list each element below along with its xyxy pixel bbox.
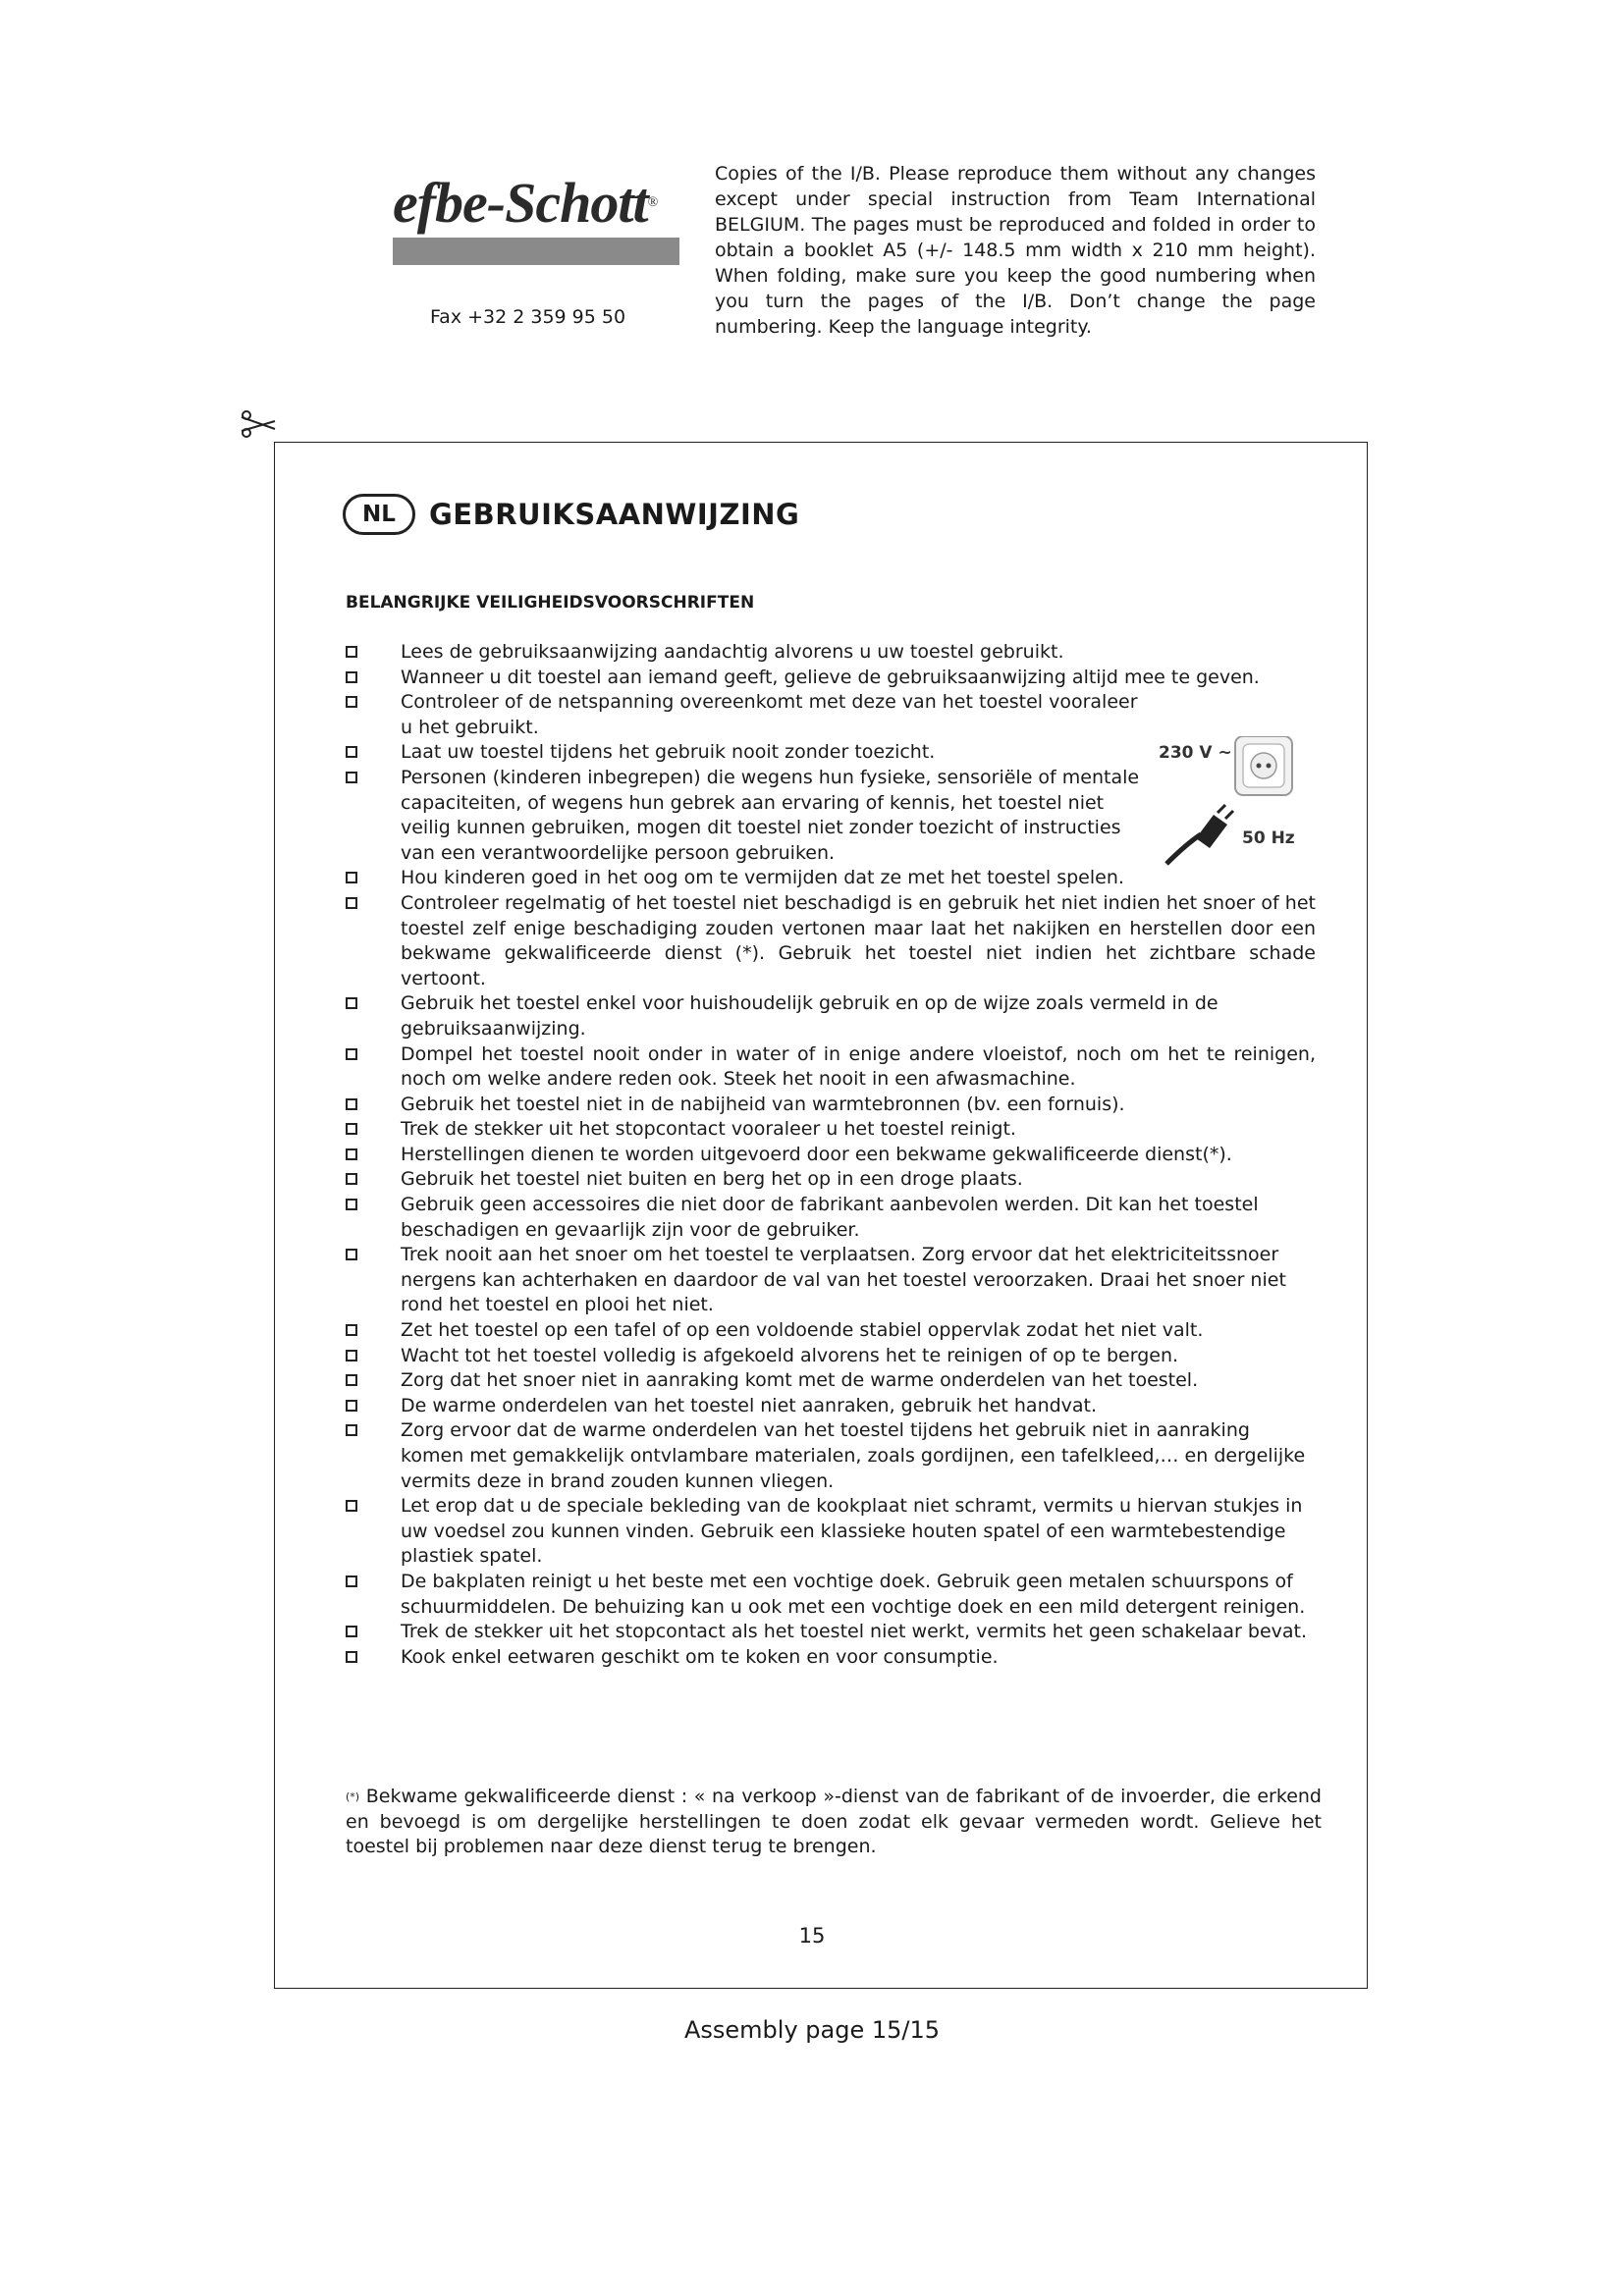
list-item: Gebruik het toestel niet buiten en berg het op in een droge plaats.	[346, 1167, 1316, 1193]
checkbox-bullet-icon	[346, 1324, 357, 1336]
scissors-icon	[240, 409, 279, 439]
list-item: Lees de gebruiksaanwijzing aandachtig alvorens u uw toestel gebruikt.	[346, 640, 1316, 666]
list-item: Zet het toestel op een tafel of op een voldoende stabiel oppervlak zodat het niet valt.	[346, 1318, 1316, 1344]
checkbox-bullet-icon	[346, 1098, 357, 1110]
list-item: De bakplaten reinigt u het beste met een vochtige doek. Gebruik geen metalen schuurspons of schuurmiddelen. De behuizing kan u ook met een vochtige doek en een mild detergent reinigen.	[346, 1570, 1316, 1620]
list-item: Zorg dat het snoer niet in aanraking komt met de warme onderdelen van het toestel.	[346, 1368, 1316, 1394]
list-item: Trek de stekker uit het stopcontact vooraleer u het toestel reinigt.	[346, 1117, 1316, 1143]
list-item: Personen (kinderen inbegrepen) die wegens hun fysieke, sensoriële of mentale capaciteiten, of wegens hun gebrek aan ervaring of kennis, het toestel niet veilig kunnen gebruiken, mogen dit toestel niet zonder toezicht of instructies van een verantwoordelijke persoon gebruiken.	[346, 766, 1316, 866]
checkbox-bullet-icon	[346, 1374, 357, 1386]
list-item: Wanneer u dit toestel aan iemand geeft, gelieve de gebruiksaanwijzing altijd mee te geven.	[346, 666, 1316, 691]
frequency-label: 50 Hz	[1242, 828, 1295, 848]
page-title: GEBRUIKSAANWIJZING	[429, 498, 800, 531]
footnote-mark: (*)	[346, 1790, 360, 1803]
checkbox-bullet-icon	[346, 1148, 357, 1160]
footnote-text: Bekwame gekwalificeerde dienst : « na verkoop »-dienst van de fabrikant of de invoerder, die erkend en bevoegd is om dergelijke herstellingen te doen zodat elk gevaar vermeden wordt. Gelieve het toestel bij problemen naar deze dienst terug te brengen.	[346, 1786, 1322, 1858]
checkbox-bullet-icon	[346, 897, 357, 909]
registered-mark: ®	[647, 195, 658, 210]
list-item: Trek nooit aan het snoer om het toestel te verplaatsen. Zorg ervoor dat het elektriciteitssnoer nergens kan achterhaken en daardoor de val van het toestel veroorzaken. Draai het snoer niet rond het toestel en plooi het niet.	[346, 1243, 1316, 1318]
checkbox-bullet-icon	[346, 1249, 357, 1260]
list-item: Let erop dat u de speciale bekleding van de kookplaat niet schramt, vermits u hiervan stukjes in uw voedsel zou kunnen vinden. Gebruik een klassieke houten spatel of een warmtebestendige plastiek spatel.	[346, 1494, 1316, 1570]
checkbox-bullet-icon	[346, 1651, 357, 1663]
page-number: 15	[798, 1924, 826, 1948]
list-item: Wacht tot het toestel volledig is afgekoeld alvorens het te reinigen of op te bergen.	[346, 1344, 1316, 1369]
checkbox-bullet-icon	[346, 1123, 357, 1135]
list-item: Trek de stekker uit het stopcontact als het toestel niet werkt, vermits het geen schakelaar bevat.	[346, 1620, 1316, 1645]
language-badge: NL	[343, 494, 415, 535]
checkbox-bullet-icon	[346, 1350, 357, 1362]
checkbox-bullet-icon	[346, 1500, 357, 1512]
brand-logo	[393, 171, 687, 265]
checkbox-bullet-icon	[346, 671, 357, 683]
list-item: Gebruik het toestel enkel voor huishoudelijk gebruik en op de wijze zoals vermeld in de gebruiksaanwijzing.	[346, 991, 1316, 1041]
checkbox-bullet-icon	[346, 696, 357, 708]
fax-number: Fax +32 2 359 95 50	[430, 306, 626, 328]
checkbox-bullet-icon	[346, 1048, 357, 1060]
list-item: De warme onderdelen van het toestel niet aanraken, gebruik het handvat.	[346, 1394, 1316, 1419]
list-item: Herstellingen dienen te worden uitgevoerd door een bekwame gekwalificeerde dienst(*).	[346, 1143, 1316, 1168]
language-title	[343, 494, 799, 535]
list-item: Hou kinderen goed in het oog om te vermijden dat ze met het toestel spelen.	[346, 866, 1316, 891]
list-item: Controleer of de netspanning overeenkomt met deze van het toestel vooraleer u het gebruikt.	[346, 690, 1316, 740]
section-title: BELANGRIJKE VEILIGHEIDSVOORSCHRIFTEN	[346, 593, 755, 613]
checkbox-bullet-icon	[346, 1400, 357, 1412]
logo-bar	[393, 238, 679, 265]
assembly-page-label: Assembly page 15/15	[683, 2016, 941, 2044]
list-item: Kook enkel eetwaren geschikt om te koken en voor consumptie.	[346, 1645, 1316, 1671]
voltage-label: 230 V ~	[1159, 743, 1232, 763]
checkbox-bullet-icon	[346, 872, 357, 883]
footnote	[346, 1785, 1322, 1860]
list-item: Controleer regelmatig of het toestel niet beschadigd is en gebruik het niet indien het snoer of het toestel zelf enige beschadiging zouden vertonen maar laat het nakijken en herstellen door een bekwame gekwalificeerde dienst (*). Gebruik het toestel niet indien het zichtbare schade vertoont.	[346, 891, 1316, 991]
safety-rules-list	[346, 640, 1316, 1670]
checkbox-bullet-icon	[346, 1199, 357, 1210]
checkbox-bullet-icon	[346, 1424, 357, 1436]
checkbox-bullet-icon	[346, 772, 357, 783]
checkbox-bullet-icon	[346, 646, 357, 658]
list-item: Dompel het toestel nooit onder in water of in enige andere vloeistof, noch om het te reinigen, noch om welke andere reden ook. Steek het nooit in een afwasmachine.	[346, 1042, 1316, 1093]
checkbox-bullet-icon	[346, 1626, 357, 1637]
list-item: Laat uw toestel tijdens het gebruik nooit zonder toezicht.	[346, 740, 1316, 766]
copies-notice: Copies of the I/B. Please reproduce them without any changes except under special instruction from Team International BELGIUM. The pages must be reproduced and folded in order to obtain a booklet A5 (+/- 148.5 mm width x 210 mm height). When folding, make sure you keep the good numbering when you turn the pages of the I/B. Don’t change the page numbering. Keep the language integrity.	[715, 163, 1316, 338]
brand-name: efbe-Schott	[393, 171, 648, 235]
checkbox-bullet-icon	[346, 997, 357, 1009]
list-item: Gebruik het toestel niet in de nabijheid van warmtebronnen (bv. een fornuis).	[346, 1093, 1316, 1118]
checkbox-bullet-icon	[346, 746, 357, 758]
checkbox-bullet-icon	[346, 1173, 357, 1185]
list-item: Zorg ervoor dat de warme onderdelen van het toestel tijdens het gebruik niet in aanraking komen met gemakkelijk ontvlambare materialen, zoals gordijnen, een tafelkleed,… en dergelijke vermits deze in brand zouden kunnen vliegen.	[346, 1418, 1316, 1494]
list-item: Gebruik geen accessoires die niet door de fabrikant aanbevolen werden. Dit kan het toestel beschadigen en gevaarlijk zijn voor de gebruiker.	[346, 1193, 1316, 1243]
checkbox-bullet-icon	[346, 1575, 357, 1587]
